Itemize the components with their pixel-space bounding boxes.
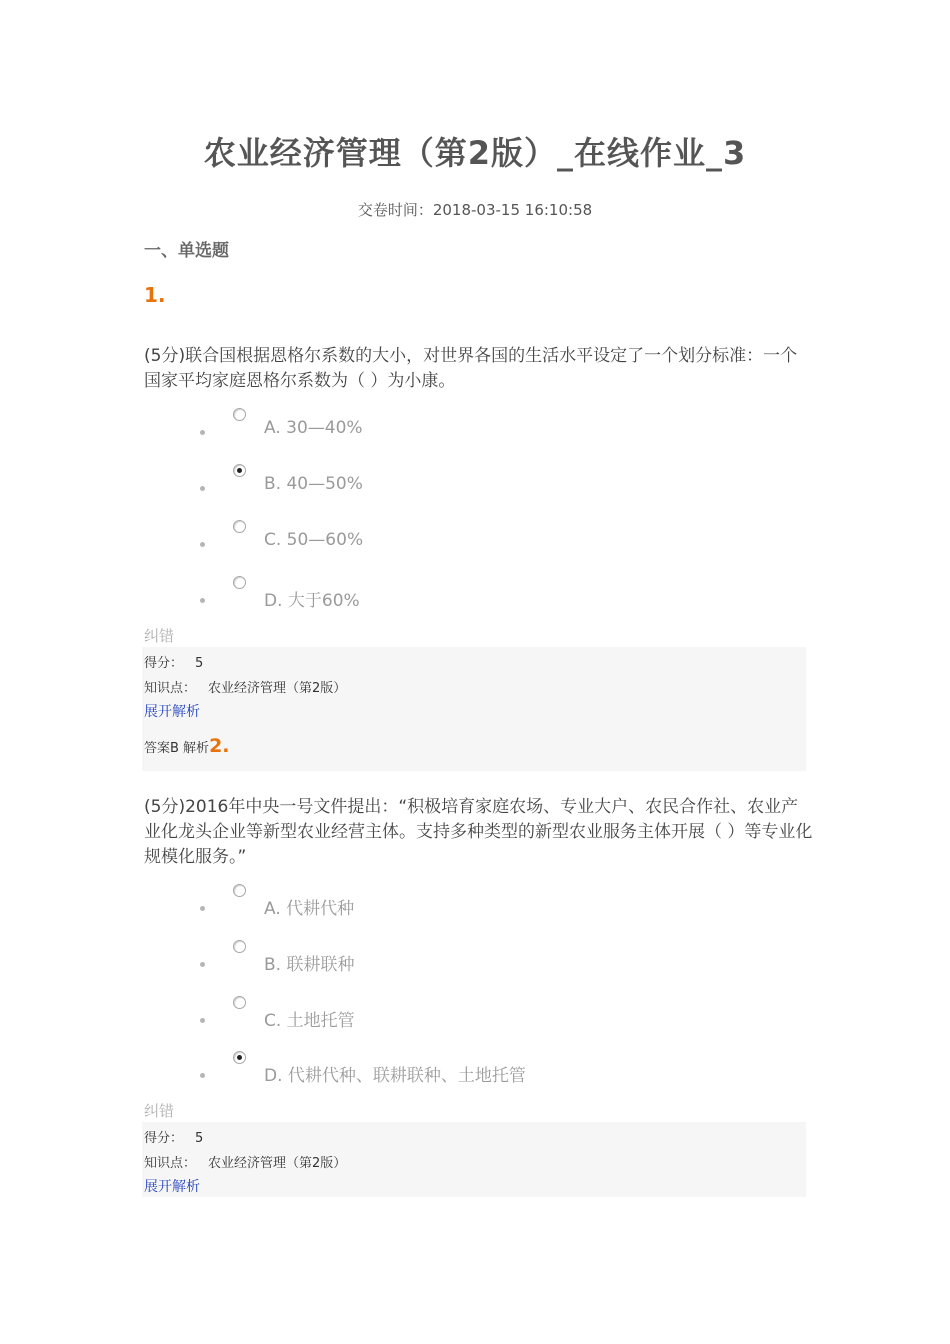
option-label: D. 代耕代种、联耕联种、土地托管 [264,1066,526,1086]
score-value: 5 [195,1131,204,1146]
option-label: B. 40—50% [264,474,363,494]
option-label: B. 联耕联种 [264,955,355,975]
option-a[interactable] [200,884,800,924]
radio-button[interactable] [233,884,246,897]
radio-button-selected[interactable] [233,464,246,477]
answer-info-box [142,647,806,771]
option-label: A. 代耕代种 [264,899,355,919]
option-label: C. 土地托管 [264,1011,355,1031]
report-error-link[interactable]: 纠错 [144,1102,175,1120]
submit-time-value: 2018-03-15 16:10:58 [432,201,593,219]
radio-button[interactable] [233,408,246,421]
report-error-link[interactable]: 纠错 [144,627,175,645]
expand-analysis-link[interactable]: 展开解析 [144,1179,200,1195]
score-value: 5 [195,656,204,671]
bullet-icon [200,906,205,911]
score-label: 得分： [144,1131,184,1146]
knowledge-value: 农业经济管理（第2版） [208,681,347,696]
option-b[interactable] [200,940,800,980]
score-row [144,1127,203,1146]
option-label: A. 30—40% [264,418,363,438]
knowledge-label: 知识点： [144,1156,197,1171]
submit-time [0,199,950,220]
bullet-icon [200,1018,205,1023]
score-row [144,652,203,671]
answer-text: 答案B 解析 [144,741,210,756]
question-number: 2. [209,735,230,757]
answer-row [144,735,230,757]
option-c[interactable] [200,520,800,560]
option-b[interactable] [200,464,800,504]
page-title: 农业经济管理（第2版）_在线作业_3 [203,134,747,172]
question-text: (5分)联合国根据恩格尔系数的大小，对世界各国的生活水平设定了一个划分标准：一个国家平均家庭恩格尔系数为（ ）为小康。 [144,346,798,391]
option-c[interactable] [200,996,800,1036]
bullet-icon [200,962,205,967]
section-heading: 一、单选题 [144,241,229,261]
score-label: 得分： [144,656,184,671]
answer-info-box [142,1122,806,1197]
bullet-icon [200,542,205,547]
expand-analysis-link[interactable]: 展开解析 [144,704,200,720]
bullet-icon [200,1073,205,1078]
question-text: (5分)2016年中央一号文件提出：“积极培育家庭农场、专业大户、农民合作社、农业产业化龙头企业等新型农业经营主体。支持多种类型的新型农业服务主体开展（ ）等专业化规模化服务。” [144,797,813,867]
radio-button[interactable] [233,996,246,1009]
option-a[interactable] [200,408,800,448]
option-d[interactable] [200,576,800,616]
radio-button[interactable] [233,520,246,533]
bullet-icon [200,486,205,491]
knowledge-label: 知识点： [144,681,197,696]
option-label: C. 50—60% [264,530,364,550]
bullet-icon [200,598,205,603]
radio-button[interactable] [233,940,246,953]
knowledge-row [144,677,346,696]
radio-button[interactable] [233,576,246,589]
option-d[interactable] [200,1051,800,1091]
bullet-icon [200,430,205,435]
question-number: 1. [144,283,166,307]
knowledge-value: 农业经济管理（第2版） [208,1156,347,1171]
knowledge-row [144,1152,346,1171]
radio-button-selected[interactable] [233,1051,246,1064]
submit-time-label: 交卷时间： [357,201,433,219]
option-label: D. 大于60% [264,591,360,611]
